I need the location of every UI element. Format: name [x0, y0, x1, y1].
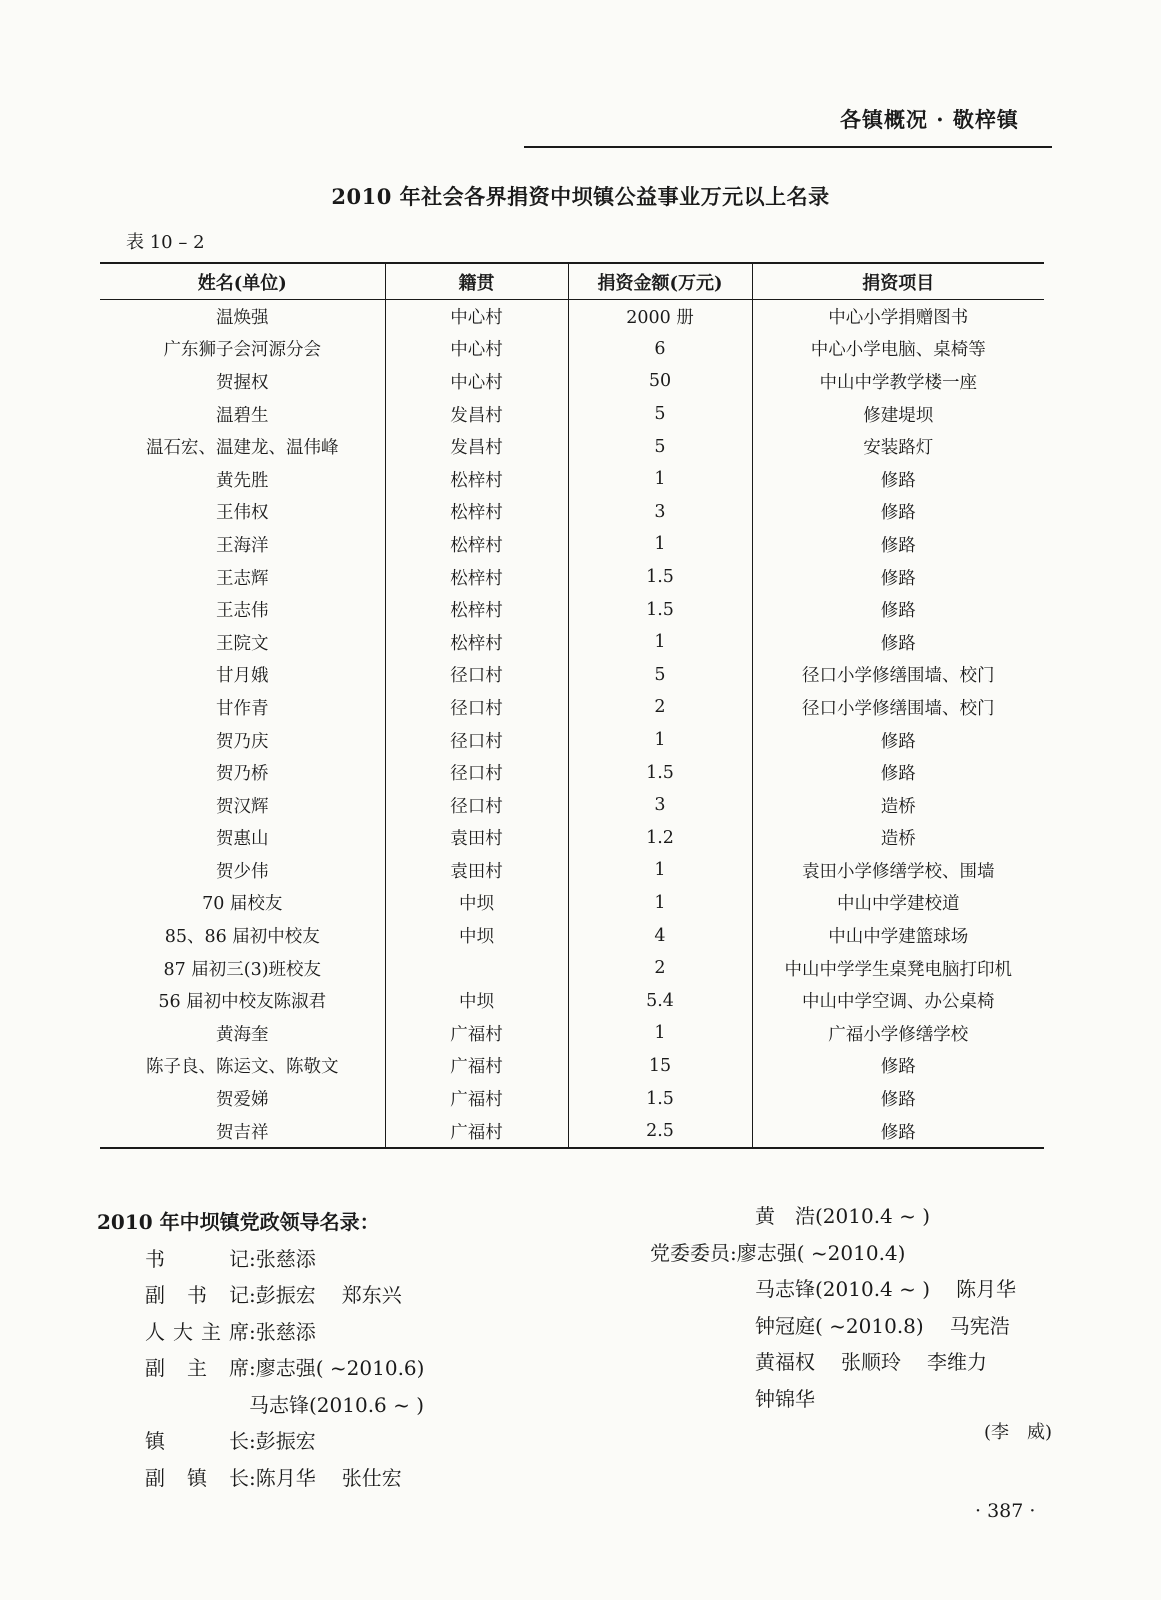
hometown-cell: 径口村 — [385, 724, 568, 757]
hometown-cell: 松梓村 — [385, 496, 568, 529]
donor-table — [100, 262, 1044, 1149]
amount-cell: 5 — [568, 398, 752, 431]
table-row — [100, 1017, 1044, 1050]
colon: : — [249, 1319, 256, 1344]
hometown-cell: 径口村 — [385, 659, 568, 692]
project-cell: 径口小学修缮围墙、校门 — [752, 659, 1044, 692]
table-row — [100, 952, 1044, 985]
donor-name-cell: 黄先胜 — [216, 470, 269, 491]
amount-cell: 1.2 — [568, 822, 752, 855]
column-header-amount: 捐资金额(万元) — [568, 263, 752, 300]
hometown-cell: 发昌村 — [385, 430, 568, 463]
project-cell: 中心小学电脑、桌椅等 — [752, 333, 1044, 366]
table-row — [100, 561, 1044, 594]
leader-row-committee-2 — [650, 1271, 1016, 1308]
hometown-cell: 松梓村 — [385, 528, 568, 561]
project-cell: 修路 — [752, 1082, 1044, 1115]
colon: : — [249, 1246, 256, 1271]
amount-cell: 1 — [568, 854, 752, 887]
table-row — [100, 528, 1044, 561]
leader-name: 张顺玲 — [841, 1350, 901, 1374]
project-cell: 修路 — [752, 756, 1044, 789]
hometown-cell: 松梓村 — [385, 593, 568, 626]
amount-cell: 15 — [568, 1050, 752, 1083]
hometown-cell: 松梓村 — [385, 561, 568, 594]
amount-cell: 50 — [568, 365, 752, 398]
donor-name-cell: 贺爱娣 — [216, 1090, 269, 1111]
amount-cell: 6 — [568, 333, 752, 366]
donor-name-cell: 贺乃桥 — [216, 764, 269, 785]
leader-name: 李维力 — [927, 1350, 987, 1374]
hometown-cell: 广福村 — [385, 1115, 568, 1149]
column-header-name: 姓名(单位) — [100, 263, 385, 300]
donor-name-cell: 贺握权 — [216, 372, 269, 393]
author-credit: (李 威) — [984, 1422, 1053, 1443]
project-cell: 修路 — [752, 593, 1044, 626]
project-cell: 袁田小学修缮学校、围墙 — [752, 854, 1044, 887]
project-cell: 造桥 — [752, 822, 1044, 855]
amount-cell: 2 — [568, 691, 752, 724]
table-row — [100, 854, 1044, 887]
table-row — [100, 430, 1044, 463]
project-cell: 修路 — [752, 724, 1044, 757]
table-row — [100, 333, 1044, 366]
project-cell: 修路 — [752, 496, 1044, 529]
hometown-cell: 中心村 — [385, 300, 568, 333]
leader-label-vice-chair: 副主席 — [145, 1356, 249, 1380]
leader-row-committee — [650, 1235, 1016, 1272]
donor-name-cell: 70 届校友 — [202, 894, 283, 915]
project-cell: 径口小学修缮围墙、校门 — [752, 691, 1044, 724]
amount-cell: 4 — [568, 919, 752, 952]
table-row — [100, 626, 1044, 659]
donor-name-cell: 温石宏、温建龙、温伟峰 — [146, 438, 339, 459]
leader-label-mayor: 镇长 — [145, 1429, 249, 1453]
donor-name-cell: 王志伟 — [216, 601, 269, 622]
donor-name-cell: 贺乃庆 — [216, 731, 269, 752]
project-cell: 修路 — [752, 1050, 1044, 1083]
project-cell: 修路 — [752, 1115, 1044, 1149]
leader-name: 廖志强( ~2010.6) — [255, 1356, 425, 1380]
project-cell: 中山中学教学楼一座 — [752, 365, 1044, 398]
hometown-cell: 袁田村 — [385, 822, 568, 855]
project-cell: 中山中学空调、办公桌椅 — [752, 984, 1044, 1017]
leader-label-npc-chair: 人大主席 — [145, 1319, 249, 1344]
table-row — [100, 496, 1044, 529]
leader-name: 张慈添 — [255, 1246, 316, 1271]
hometown-cell: 袁田村 — [385, 854, 568, 887]
table-row — [100, 822, 1044, 855]
leader-row-deputy-mayor — [97, 1460, 424, 1497]
amount-cell: 3 — [568, 789, 752, 822]
donor-name-cell: 王志辉 — [216, 568, 269, 589]
donor-name-cell: 温碧生 — [216, 405, 269, 426]
amount-cell: 5 — [568, 659, 752, 692]
leader-name: 黄 浩(2010.4 ~ ) — [755, 1204, 931, 1228]
leader-row-vice-chair-cont — [97, 1387, 424, 1424]
header-rule — [524, 146, 1052, 148]
table-row — [100, 691, 1044, 724]
leader-name: 彭振宏 — [255, 1429, 316, 1453]
donor-name-cell: 贺惠山 — [216, 829, 269, 850]
hometown-cell: 中心村 — [385, 333, 568, 366]
project-cell: 修路 — [752, 463, 1044, 496]
donor-name-cell: 王伟权 — [216, 503, 269, 524]
hometown-cell: 中坝 — [385, 887, 568, 920]
amount-cell: 5 — [568, 430, 752, 463]
leader-name: 陈月华 — [956, 1277, 1017, 1301]
project-cell: 中心小学捐赠图书 — [752, 300, 1044, 333]
amount-cell: 3 — [568, 496, 752, 529]
hometown-cell: 中坝 — [385, 919, 568, 952]
table-body — [100, 300, 1044, 1149]
leader-row-vice-chair — [97, 1350, 424, 1387]
leader-name: 彭振宏 — [255, 1283, 316, 1307]
donor-name-cell: 王海洋 — [216, 535, 269, 556]
table-row — [100, 463, 1044, 496]
leaders-heading: 2010 年中坝镇党政领导名录： — [97, 1210, 380, 1234]
hometown-cell: 松梓村 — [385, 626, 568, 659]
amount-cell: 1.5 — [568, 561, 752, 594]
project-cell: 修路 — [752, 626, 1044, 659]
running-header: 各镇概况 · 敬梓镇 — [840, 107, 1019, 132]
donor-name-cell: 贺少伟 — [216, 861, 269, 882]
leader-name: 张慈添 — [255, 1319, 316, 1344]
table-row — [100, 919, 1044, 952]
table-header-row — [100, 263, 1044, 300]
donor-name-cell: 温焕强 — [216, 307, 269, 328]
colon: : — [249, 1283, 256, 1307]
project-cell: 安装路灯 — [752, 430, 1044, 463]
project-cell: 中山中学建校道 — [752, 887, 1044, 920]
project-cell: 修建堤坝 — [752, 398, 1044, 431]
leader-label-committee: 党委委员 — [650, 1240, 730, 1265]
project-cell: 中山中学建篮球场 — [752, 919, 1044, 952]
table-row — [100, 300, 1044, 333]
amount-cell: 2.5 — [568, 1115, 752, 1149]
amount-cell: 1 — [568, 463, 752, 496]
amount-cell: 1 — [568, 528, 752, 561]
amount-cell: 2000 册 — [568, 300, 752, 333]
donor-name-cell: 黄海奎 — [216, 1024, 269, 1045]
column-header-project: 捐资项目 — [752, 263, 1044, 300]
table-row — [100, 398, 1044, 431]
table-row — [100, 724, 1044, 757]
amount-cell: 1 — [568, 626, 752, 659]
table-row — [100, 789, 1044, 822]
donor-name-cell: 贺吉祥 — [216, 1122, 269, 1143]
project-cell: 广福小学修缮学校 — [752, 1017, 1044, 1050]
colon: : — [249, 1356, 256, 1380]
hometown-cell: 径口村 — [385, 789, 568, 822]
document-title: 2010 年社会各界捐资中坝镇公益事业万元以上名录 — [331, 184, 830, 209]
leaders-list-right — [650, 1198, 1016, 1417]
donor-name-cell: 贺汉辉 — [216, 796, 269, 817]
leader-row-npc-chair — [97, 1314, 424, 1351]
amount-cell: 1.5 — [568, 1082, 752, 1115]
hometown-cell: 松梓村 — [385, 463, 568, 496]
table-row — [100, 1115, 1044, 1149]
table-row — [100, 984, 1044, 1017]
donor-name-cell: 陈子良、陈运文、陈敬文 — [146, 1057, 339, 1078]
leader-name: 廖志强( ~2010.4) — [736, 1240, 906, 1265]
donor-name-cell: 87 届初三(3)班校友 — [163, 959, 322, 980]
table-row — [100, 887, 1044, 920]
hometown-cell: 中心村 — [385, 365, 568, 398]
donor-name-cell: 85、86 届初中校友 — [164, 927, 320, 948]
hometown-cell: 广福村 — [385, 1082, 568, 1115]
leader-name: 张仕宏 — [341, 1465, 402, 1490]
table-row — [100, 593, 1044, 626]
hometown-cell — [385, 952, 568, 985]
project-cell: 修路 — [752, 528, 1044, 561]
leaders-list-left — [97, 1204, 424, 1496]
leader-row-committee-3 — [650, 1308, 1016, 1345]
leader-row-deputy-secretary — [97, 1277, 424, 1314]
amount-cell: 1 — [568, 724, 752, 757]
donor-name-cell: 广东狮子会河源分会 — [163, 340, 321, 361]
hometown-cell: 中坝 — [385, 984, 568, 1017]
leader-row-mayor — [97, 1423, 424, 1460]
leader-label-deputy-secretary: 副书记 — [145, 1283, 249, 1307]
donor-name-cell: 王院文 — [216, 633, 269, 654]
hometown-cell: 径口村 — [385, 756, 568, 789]
amount-cell: 1 — [568, 1017, 752, 1050]
table-row — [100, 756, 1044, 789]
amount-cell: 2 — [568, 952, 752, 985]
amount-cell: 1.5 — [568, 593, 752, 626]
table-row — [100, 1082, 1044, 1115]
colon: : — [249, 1465, 256, 1490]
leader-name: 陈月华 — [255, 1465, 316, 1490]
table-row — [100, 659, 1044, 692]
leader-row-committee-4 — [650, 1344, 1016, 1381]
donor-name-cell: 56 届初中校友陈淑君 — [158, 992, 327, 1013]
amount-cell: 1 — [568, 887, 752, 920]
leader-name: 钟冠庭( ~2010.8) — [755, 1313, 924, 1338]
project-cell: 修路 — [752, 561, 1044, 594]
amount-cell: 5.4 — [568, 984, 752, 1017]
leader-name: 马志锋(2010.6 ~ ) — [249, 1392, 425, 1417]
hometown-cell: 发昌村 — [385, 398, 568, 431]
leader-name: 黄福权 — [755, 1350, 815, 1374]
donor-table-container — [100, 262, 1044, 1149]
donor-name-cell: 甘月娥 — [216, 666, 269, 687]
amount-cell: 1.5 — [568, 756, 752, 789]
donor-name-cell: 甘作青 — [216, 698, 269, 719]
leader-row-secretary — [97, 1241, 424, 1278]
page-number: · 387 · — [975, 1500, 1036, 1522]
table-label: 表 10 – 2 — [126, 232, 205, 253]
project-cell: 造桥 — [752, 789, 1044, 822]
column-header-hometown: 籍贯 — [385, 263, 568, 300]
leader-label-deputy-mayor: 副镇长 — [145, 1465, 249, 1490]
leader-label-secretary: 书记 — [145, 1246, 249, 1271]
leader-name: 钟锦华 — [755, 1386, 815, 1411]
leader-name: 马志锋(2010.4 ~ ) — [755, 1277, 931, 1301]
table-row — [100, 1050, 1044, 1083]
leader-name: 马宪浩 — [949, 1313, 1010, 1338]
table-row — [100, 365, 1044, 398]
hometown-cell: 广福村 — [385, 1050, 568, 1083]
project-cell: 中山中学学生桌凳电脑打印机 — [752, 952, 1044, 985]
hometown-cell: 径口村 — [385, 691, 568, 724]
leader-row-top-right — [650, 1198, 1016, 1235]
colon: : — [249, 1429, 256, 1453]
colon: : — [730, 1240, 737, 1265]
leader-row-committee-5 — [650, 1381, 1016, 1418]
leader-name: 郑东兴 — [341, 1283, 402, 1307]
hometown-cell: 广福村 — [385, 1017, 568, 1050]
